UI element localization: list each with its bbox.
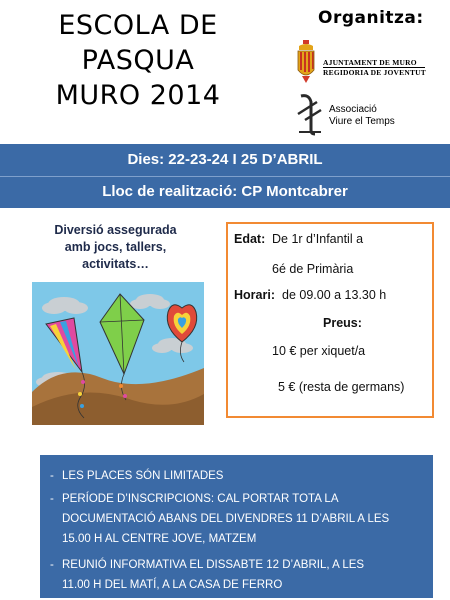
notes-panel	[40, 455, 433, 598]
hours-label: Horari:	[234, 288, 275, 302]
note-registration-2: DOCUMENTACIÓ ABANS DEL DIVENDRES 11 D’ABRIL A LES	[62, 513, 390, 525]
bullet-dash: -	[50, 470, 54, 482]
band-divider	[0, 176, 450, 177]
note-meeting-1: REUNIÓ INFORMATIVA EL DISSABTE 12 D’ABRIL, A LES	[62, 559, 365, 571]
price-sibling: 5 € (resta de germans)	[278, 380, 405, 394]
fun-line-2: amb jocs, tallers,	[64, 240, 167, 254]
title-line-1: ESCOLA DE	[58, 10, 218, 41]
bullet-dash: -	[50, 493, 54, 505]
age-line-2: 6é de Primària	[272, 262, 354, 276]
organizer-ajuntament	[295, 40, 445, 86]
info-box	[226, 222, 434, 418]
association-logo-icon	[295, 92, 325, 136]
organizer-associacio	[295, 92, 445, 138]
note-limited-places: LES PLACES SÓN LIMITADES	[62, 470, 224, 482]
title-line-3: MURO 2014	[55, 80, 221, 111]
prices-label: Preus:	[323, 316, 362, 330]
price-child: 10 € per xiquet/a	[272, 344, 366, 358]
fun-text	[28, 222, 203, 273]
age-label: Edat:	[234, 232, 266, 246]
fun-line-3: activitats…	[82, 257, 149, 271]
note-meeting-2: 11.00 H DEL MATÍ, A LA CASA DE FERRO	[62, 579, 283, 591]
ajuntament-department: REGIDORIA DE JOVENTUT	[323, 68, 426, 77]
note-registration-1: PERÍODE D’INSCRIPCIONS: CAL PORTAR TOTA LA	[62, 493, 339, 505]
title-line-2: PASQUA	[81, 45, 195, 76]
age-line-1: De 1r d’Infantil a	[272, 232, 364, 246]
kites-illustration	[32, 282, 204, 425]
town-crest-icon	[295, 40, 317, 84]
associacio-line-2: Viure el Temps	[329, 116, 395, 127]
organizer-label: Organitza:	[318, 8, 424, 28]
ajuntament-name: AJUNTAMENT DE MURO	[323, 58, 417, 67]
fun-line-1: Diversió assegurada	[54, 223, 177, 237]
poster-title	[38, 8, 238, 113]
note-registration-3: 15.00 H AL CENTRE JOVE, MATZEM	[62, 533, 257, 545]
hours-value: de 09.00 a 13.30 h	[282, 288, 387, 302]
dates-text: Dies: 22-23-24 I 25 D’ABRIL	[127, 151, 323, 168]
info-band	[0, 144, 450, 208]
associacio-line-1: Associació	[329, 104, 377, 115]
bullet-dash: -	[50, 559, 54, 571]
venue-text: Lloc de realització: CP Montcabrer	[102, 183, 348, 200]
